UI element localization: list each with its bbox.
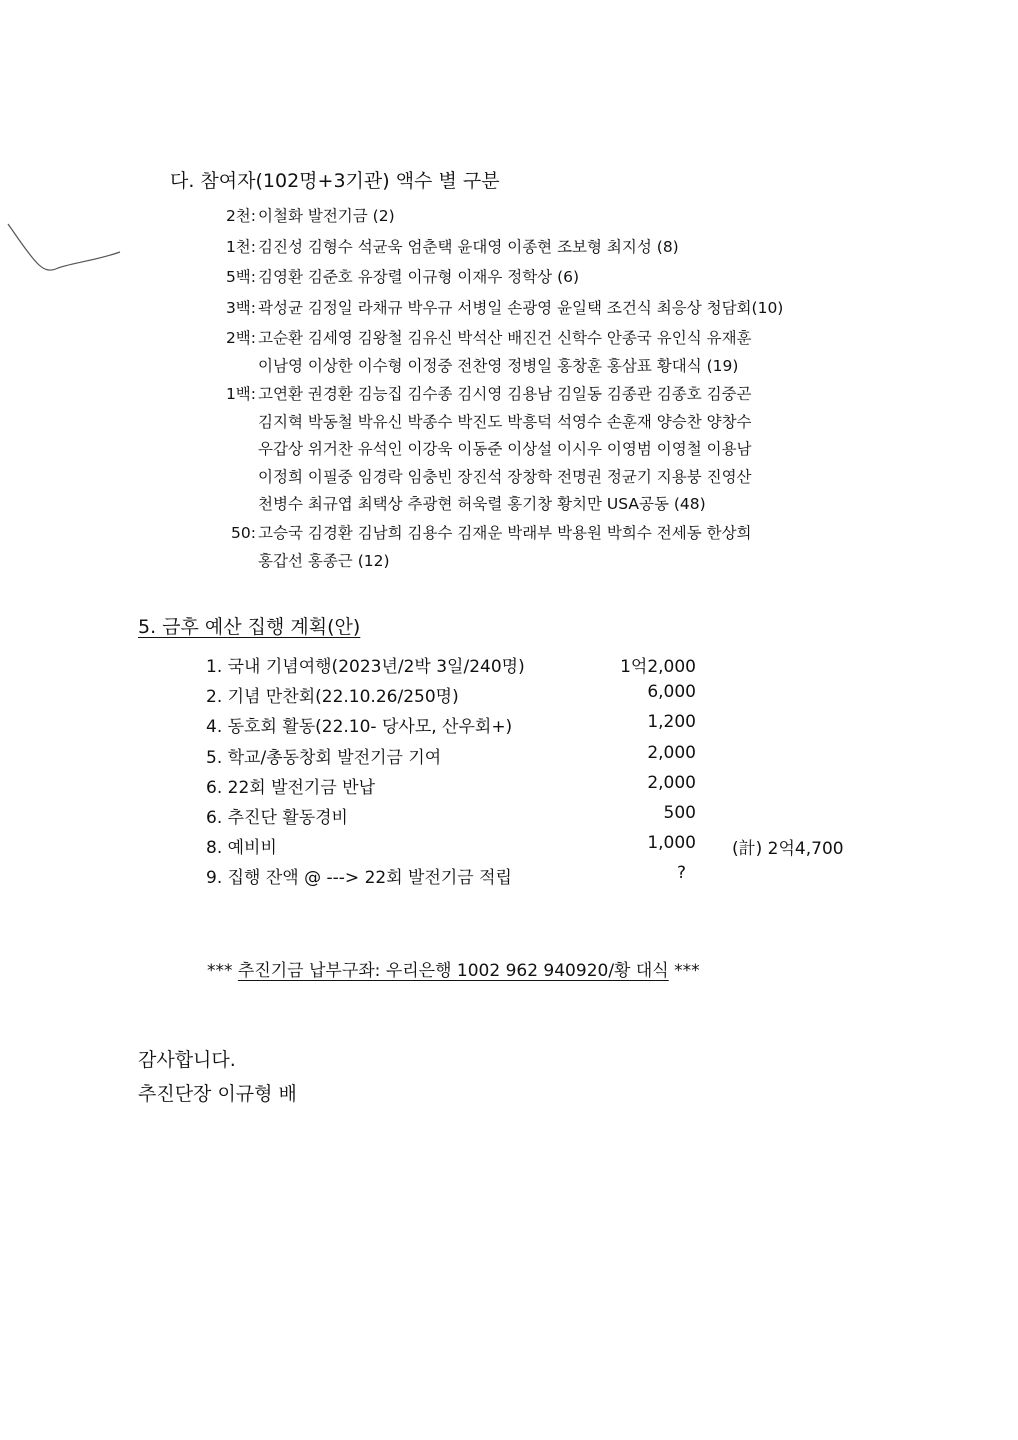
budget-item-amount: 2,000 [647,742,696,763]
section-da-heading: 다. 참여자(102명+3기관) 액수 별 구분 [170,170,500,192]
donor-group-label: 2천: [225,207,256,225]
donor-group-label: 2백: [225,329,256,347]
donor-names-line: 이정희 이필중 임경락 임충빈 장진석 장창학 전명권 정균기 지용붕 진영산 [258,467,752,486]
donor-group-label: 50: [231,524,256,542]
budget-item-amount: 2,000 [647,772,696,793]
donor-names-line: 고순환 김세영 김왕철 김유신 박석산 배진건 신학수 안종국 유인식 유재훈 [258,329,752,347]
donor-names-line: 우갑상 위거찬 유석인 이강욱 이동준 이상설 이시우 이영범 이영철 이용남 [258,440,752,458]
budget-item-text: 4. 동호회 활동(22.10- 당사모, 산우회+) [206,717,513,738]
pen-mark [0,210,130,280]
budget-item-amount: 1,200 [647,712,696,733]
donor-group-label: 1백: [225,385,256,403]
donor-names-line: 이남영 이상한 이수형 이정중 전찬영 정병일 홍창훈 홍삼표 황대식 (19) [258,356,739,375]
donor-names-line: 고연환 권경환 김능집 김수종 김시영 김용남 김일동 김종관 김종호 김중곤 [258,385,752,403]
account-info: 추진기금 납부구좌: 우리은행 1002 962 940920/황 대식 [237,961,669,981]
budget-item-text: 2. 기념 만찬회(22.10.26/250명) [206,687,459,708]
donor-names-line: 김영환 김준호 유장렬 이규형 이재우 정학상 (6) [258,268,580,286]
account-stars-left: *** [207,961,233,981]
section-5-heading: 5. 금후 예산 집행 계획(안) [138,616,361,638]
budget-item-amount: ? [676,863,686,884]
donor-names-line: 김진성 김형수 석균욱 엄춘택 윤대영 이종현 조보형 최지성 (8) [258,238,679,256]
donor-names-line: 홍갑선 홍종근 (12) [258,551,390,570]
account-line [207,956,700,981]
budget-item-text: 5. 학교/총동창회 발전기금 기여 [206,747,442,768]
budget-item-text: 9. 집행 잔액 @ ---> 22회 발전기금 적립 [206,868,512,889]
donor-group-label: 1천: [225,238,256,256]
budget-item-amount: 1억2,000 [620,657,696,677]
donor-names-line: 이철화 발전기금 (2) [258,207,395,225]
budget-item-amount: 1,000 [647,833,696,854]
donor-names-line: 김지혁 박동철 박유신 박종수 박진도 박흥덕 석영수 손훈재 양승찬 양창수 [258,412,752,431]
budget-item-text: 6. 추진단 활동경비 [206,808,348,828]
budget-item-text: 8. 예비비 [206,838,277,859]
donor-group-label: 5백: [225,268,256,286]
donor-names-line: 고승국 김경환 김남희 김용수 김재운 박래부 박용원 박희수 전세동 한상희 [258,524,752,542]
budget-total: (計) 2억4,700 [732,839,844,859]
thanks-text: 감사합니다. [138,1049,236,1071]
account-stars-right: *** [674,961,700,981]
budget-item-text: 1. 국내 기념여행(2023년/2박 3일/240명) [206,657,525,677]
donor-group-label: 3백: [225,299,256,317]
donor-names-line: 천병수 최규엽 최택상 추광현 허욱렬 홍기창 황치만 USA공동 (48) [258,495,706,513]
donor-names-line: 곽성균 김정일 라채규 박우규 서병일 손광영 윤일택 조건식 최응상 청담회(10) [258,299,784,317]
signature-text: 추진단장 이규형 배 [138,1083,297,1105]
budget-item-amount: 500 [663,803,696,823]
budget-item-amount: 6,000 [647,682,696,703]
budget-item-text: 6. 22회 발전기금 반납 [206,777,376,798]
